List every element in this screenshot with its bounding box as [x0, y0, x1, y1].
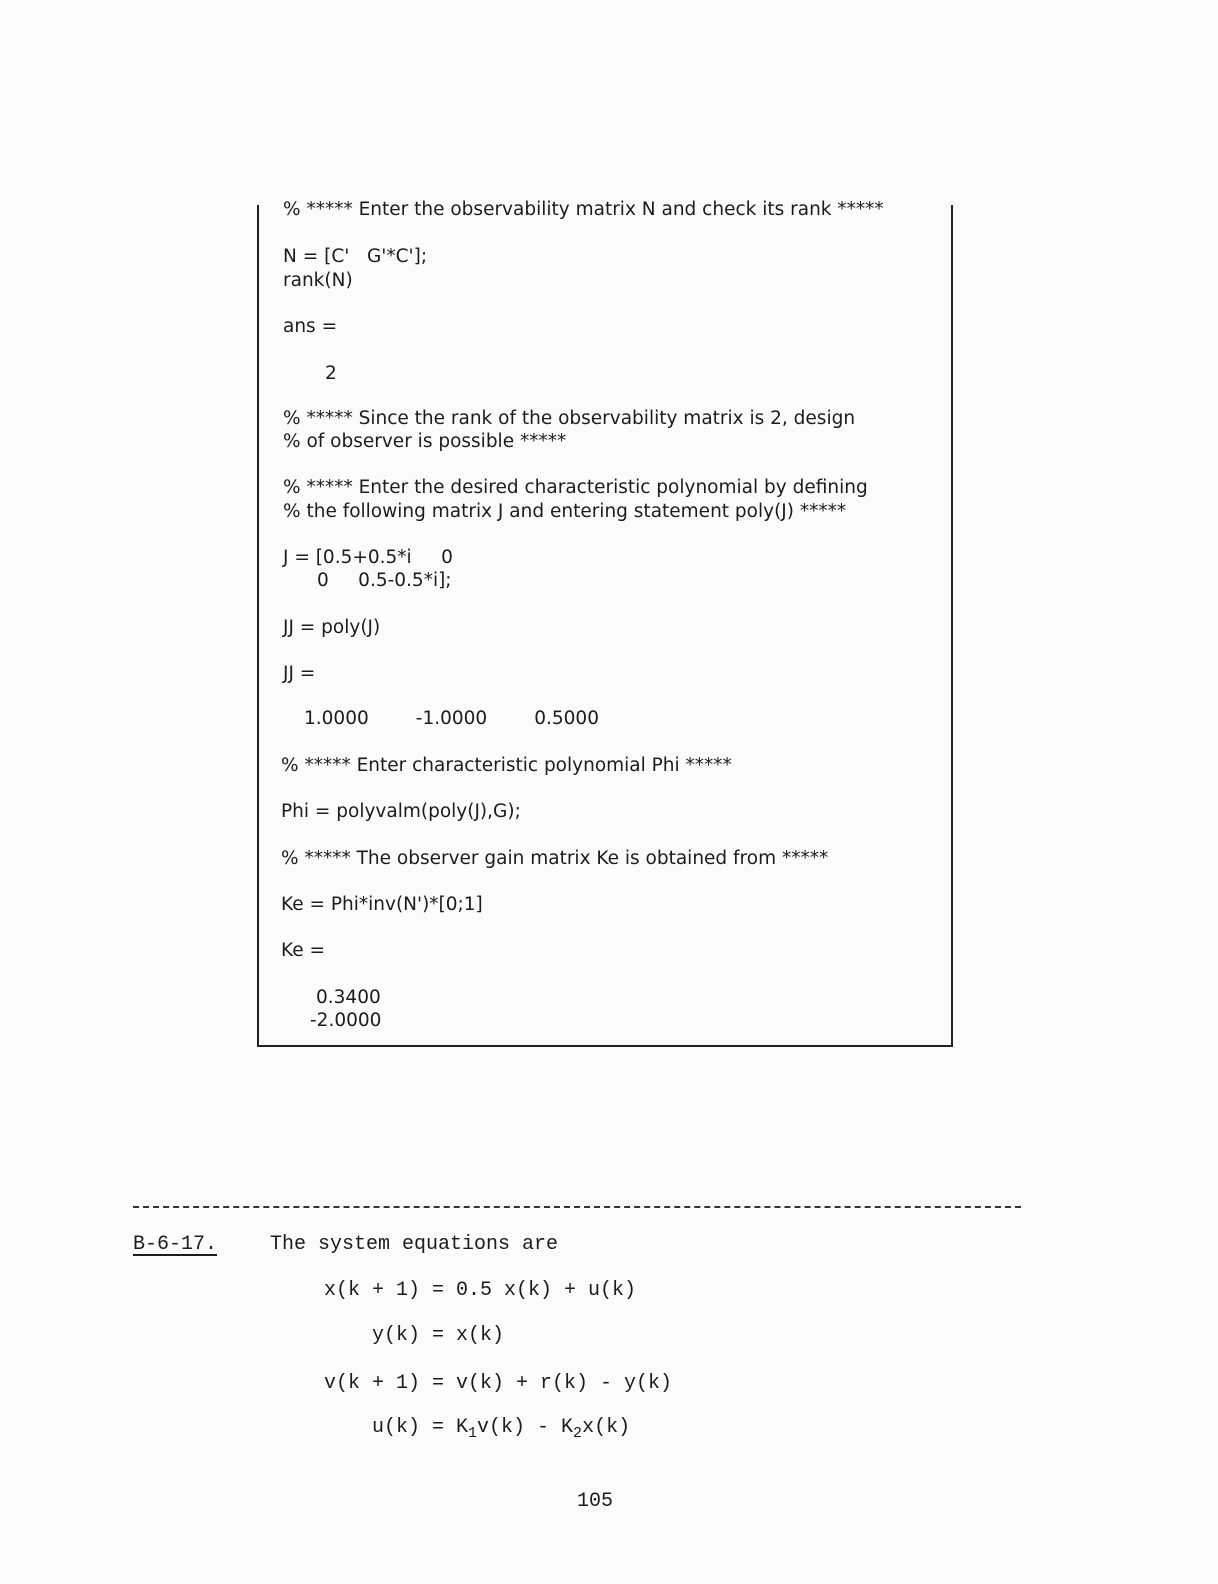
section-divider: [133, 1206, 1021, 1208]
code-line: 0 0.5-0.5*i];: [317, 570, 452, 591]
code-output-value: 2: [325, 363, 337, 384]
code-line: rank(N): [283, 270, 353, 291]
equation-rhs: x(k): [456, 1324, 505, 1347]
problem-id: B-6-17.: [133, 1233, 218, 1256]
equation-rhs: 0.5 x(k) + u(k): [456, 1279, 637, 1302]
code-output-label: Ke =: [281, 940, 325, 961]
code-output-value: -2.0000: [310, 1010, 382, 1031]
problem-intro: The system equations are: [270, 1233, 559, 1256]
code-comment: % ***** Since the rank of the observability matrix is 2, design: [283, 408, 856, 429]
code-output-label: ans =: [283, 316, 338, 337]
code-comment: % ***** Enter the desired characteristic polynomial by defining: [283, 477, 868, 498]
equation-equals: =: [432, 1279, 445, 1302]
equation-rhs: v(k) + r(k) - y(k): [456, 1372, 673, 1395]
equation-lhs: v(k + 1): [323, 1372, 420, 1395]
equation-rhs: [456, 1418, 630, 1441]
equation-equals: =: [432, 1324, 445, 1347]
code-output-label: JJ =: [283, 663, 316, 684]
code-comment: % ***** Enter characteristic polynomial Phi *****: [281, 755, 732, 776]
equation-term: x(k): [582, 1416, 631, 1439]
equation-lhs: y(k): [371, 1324, 420, 1347]
code-comment: % of observer is possible *****: [283, 431, 567, 452]
code-line: N = [C' G'*C'];: [283, 246, 428, 267]
code-comment: % the following matrix J and entering statement poly(J) *****: [283, 501, 847, 522]
equation-equals: =: [432, 1416, 445, 1439]
gain-subscript: 1: [468, 1425, 478, 1442]
code-line: JJ = poly(J): [283, 617, 381, 638]
equation-lhs: x(k + 1): [323, 1279, 420, 1302]
code-comment: % ***** The observer gain matrix Ke is obtained from *****: [281, 848, 829, 869]
gain-symbol: K: [456, 1416, 469, 1439]
code-line: Phi = polyvalm(poly(J),G);: [281, 801, 521, 822]
code-line: J = [0.5+0.5*i 0: [283, 547, 453, 568]
equation-lhs: u(k): [371, 1416, 420, 1439]
page-number: 105: [576, 1490, 613, 1513]
code-line: Ke = Phi*inv(N')*[0;1]: [281, 894, 483, 915]
gain-subscript: 2: [573, 1425, 583, 1442]
code-output-value: 1.0000 -1.0000 0.5000: [304, 708, 599, 729]
code-output-value: 0.3400: [316, 987, 381, 1008]
equation-equals: =: [432, 1372, 445, 1395]
equation-term: v(k) - K: [477, 1416, 574, 1439]
code-comment: % ***** Enter the observability matrix N and check its rank *****: [283, 199, 884, 220]
